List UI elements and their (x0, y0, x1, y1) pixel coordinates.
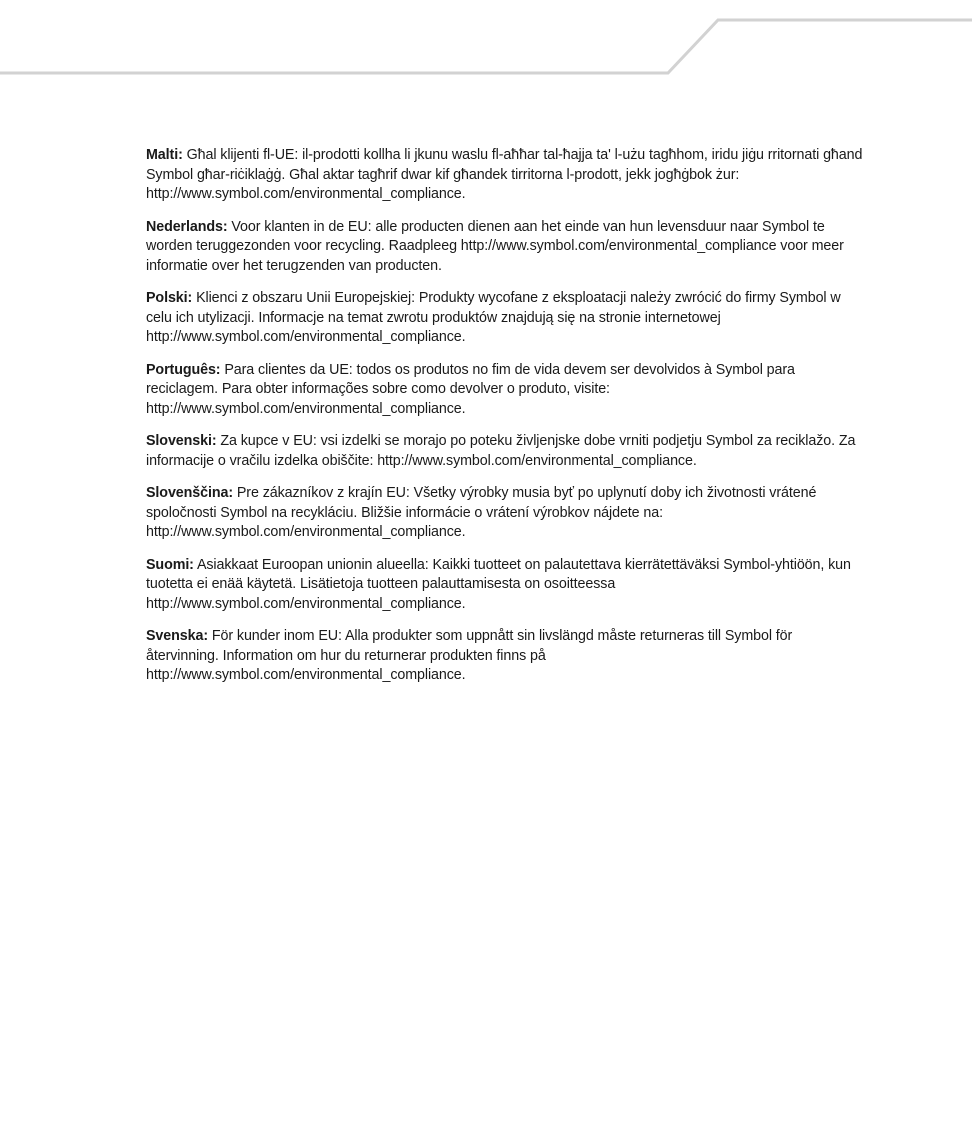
section-text: Para clientes da UE: todos os produtos no fim de vida devem ser devolvidos à Symbol para reciclagem. Para obter informações sobre como devolver o produto, visite: http://www.symbol.com/environmental_compliance. (146, 361, 795, 417)
section-nederlands (146, 218, 866, 277)
language-label: Slovenščina: (146, 485, 233, 501)
header-rule (0, 0, 972, 80)
section-polski (146, 289, 866, 348)
section-slovencina (146, 484, 866, 543)
section-text: Pre zákazníkov z krajín EU: Všetky výrobky musia byť po uplynutí doby ich životnosti vrátené spoločnosti Symbol na recykláciu. Bližšie informácie o vrátení výrobkov nájdete na: http://www.symbol.com/environmental_compliance. (146, 485, 817, 540)
section-text: För kunder inom EU: Alla produkter som uppnått sin livslängd måste returneras till Symbol för återvinning. Information om hur du returnerar produkten finns på http://www.symbol.com/environmental_compliance. (146, 628, 793, 683)
language-label: Polski: (146, 290, 193, 306)
section-portugues (146, 361, 866, 420)
section-text: Għal klijenti fl-UE: il-prodotti kollha li jkunu waslu fl-aħħar tal-ħajja ta' l-użu tagħhom, iridu jiġu rritornati għand Symbol għar-riċiklaġġ. Għal aktar tagħrif dwar kif għandek tirritorna l-prodott, jekk jogħġbok żur: http://www.symbol.com/environmental_compliance. (146, 147, 863, 202)
section-text: Asiakkaat Euroopan unionin alueella: Kaikki tuotteet on palautettava kierrätettäväksi Symbol-yhtiöön, kun tuotetta ei enää käytetä. Lisätietoja tuotteen palauttamisesta on osoitteessa http://www.symbol.com/environmental_compliance. (146, 556, 851, 612)
language-label: Malti: (146, 147, 183, 163)
section-slovenski (146, 432, 866, 471)
language-label: Suomi: (146, 556, 194, 573)
document-body (146, 146, 866, 699)
language-label: Nederlands: (146, 218, 228, 235)
section-suomi (146, 556, 866, 615)
section-malti (146, 146, 866, 205)
language-label: Svenska: (146, 628, 208, 644)
language-label: Português: (146, 361, 221, 378)
section-text: Voor klanten in de EU: alle producten dienen aan het einde van hun levensduur naar Symbol te worden teruggezonden voor recycling. Raadpleeg http://www.symbol.com/environmental_compliance voor meer informatie over het terugzenden van producten. (146, 218, 844, 274)
section-text: Klienci z obszaru Unii Europejskiej: Produkty wycofane z eksploatacji należy zwrócić do firmy Symbol w celu ich utylizacji. Informacje na temat zwrotu produktów znajdują się na stronie internetowej http://www.symbol.com/environmental_compliance. (146, 290, 841, 345)
language-label: Slovenski: (146, 433, 217, 449)
section-text: Za kupce v EU: vsi izdelki se morajo po poteku življenjske dobe vrniti podjetju Symbol za reciklažo. Za informacije o vračilu izdelka obiščite: http://www.symbol.com/environmental_compliance. (146, 433, 856, 469)
section-svenska (146, 627, 866, 686)
